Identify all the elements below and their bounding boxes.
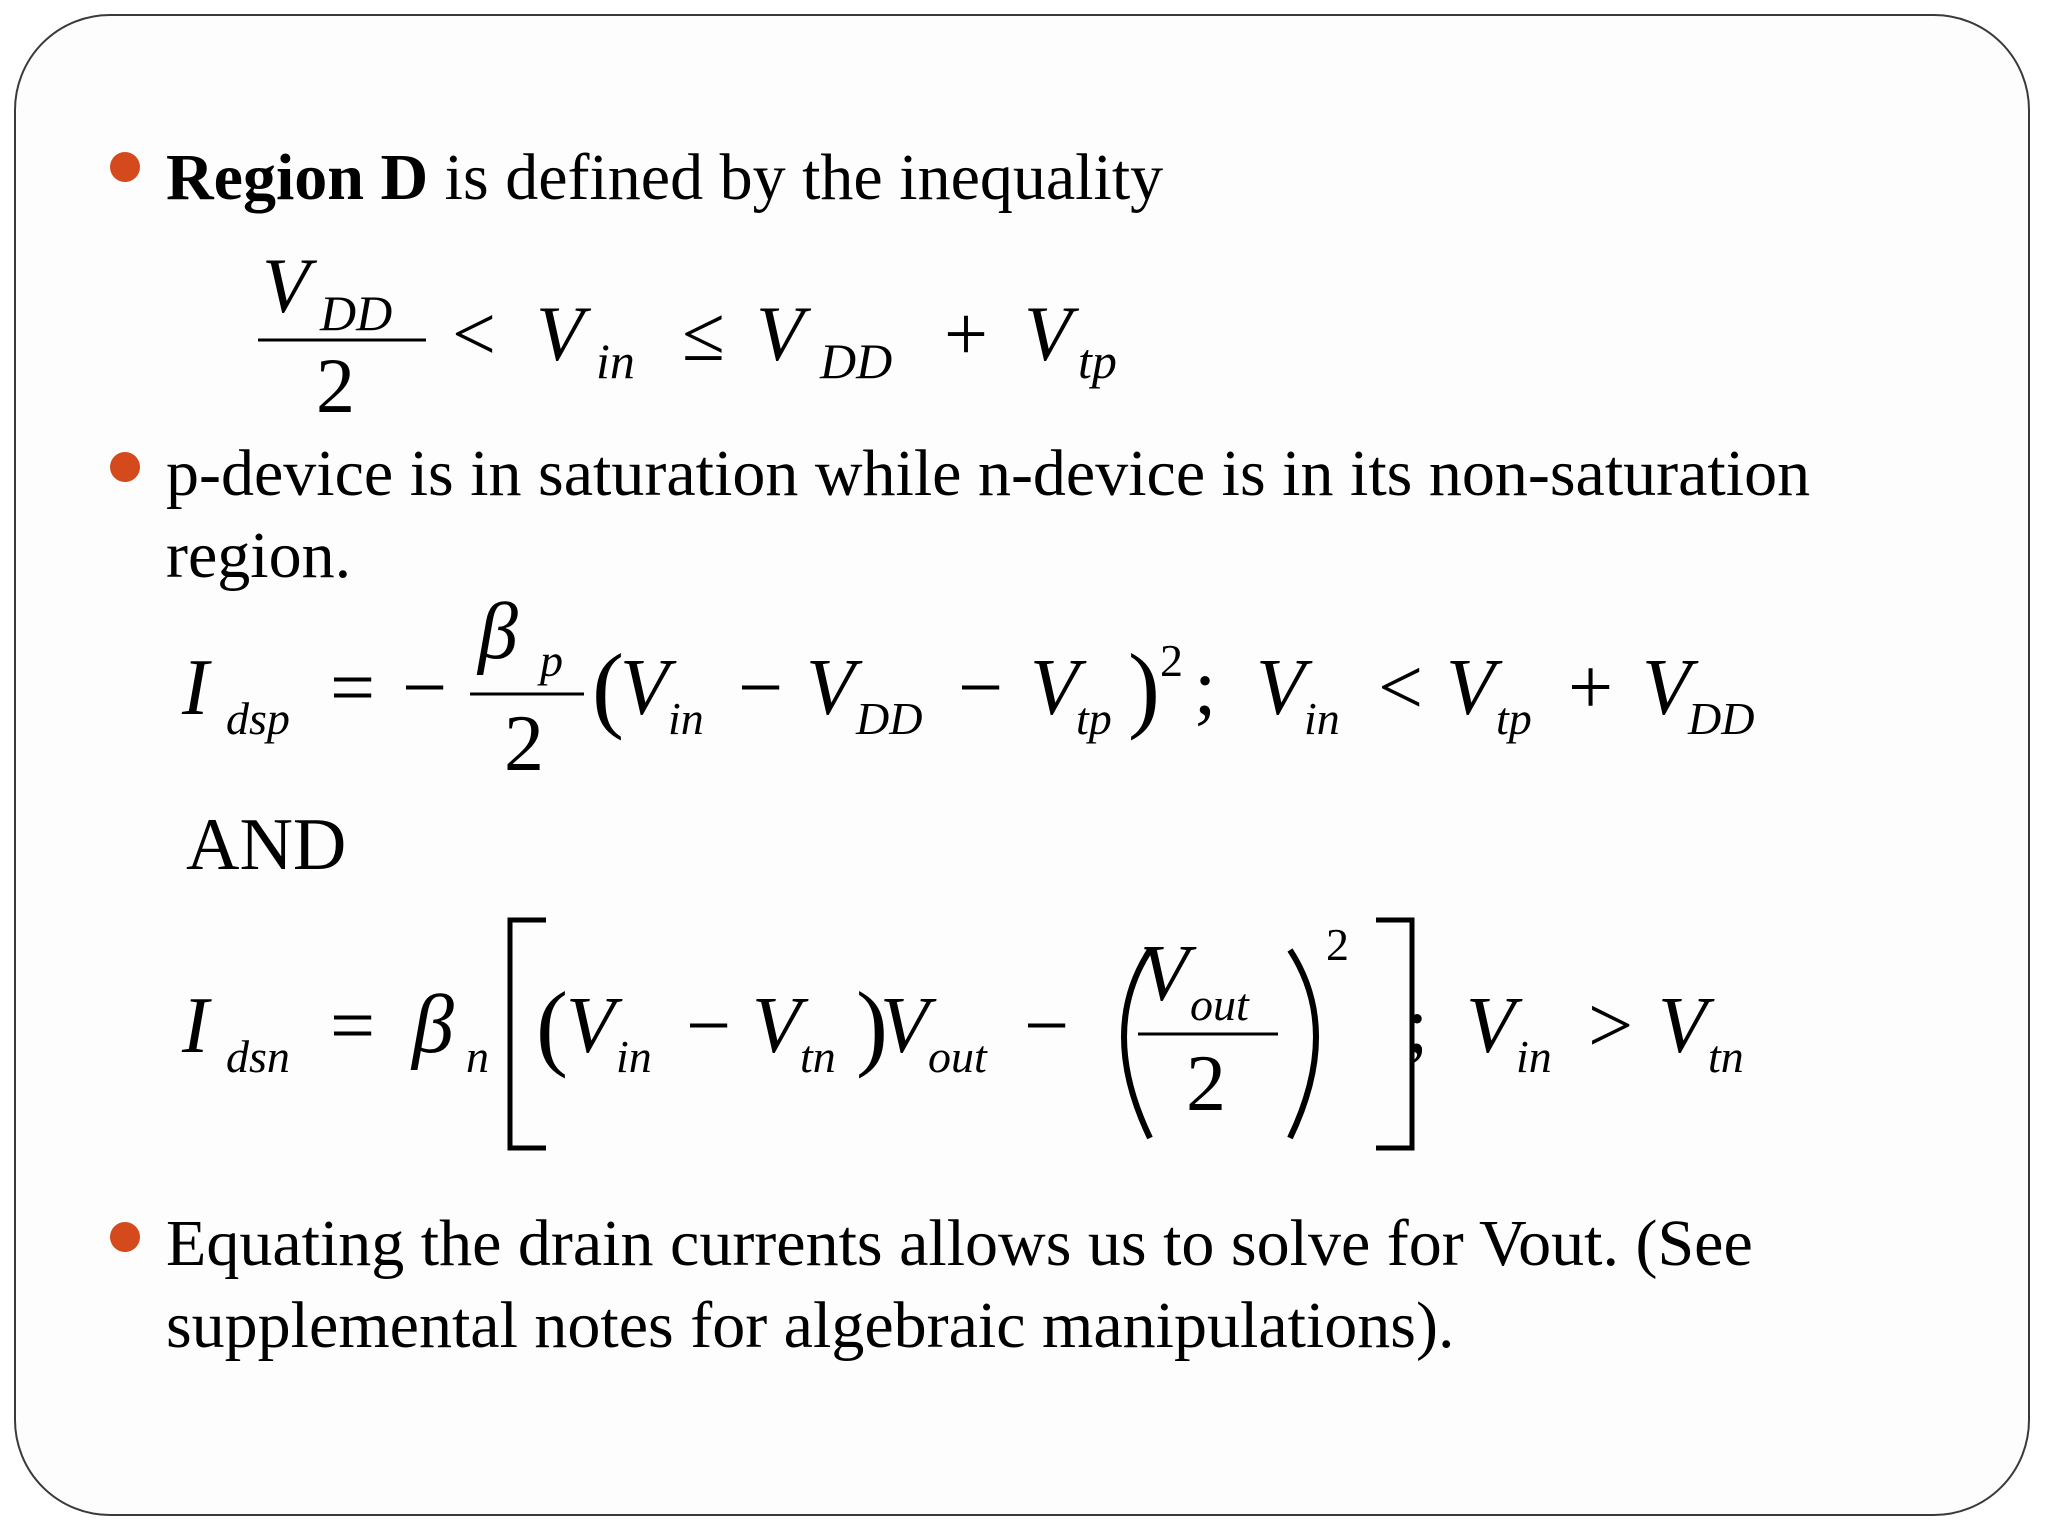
eq2-beta: β bbox=[478, 588, 518, 676]
eq2-c-v2: V bbox=[1446, 644, 1495, 732]
eq1-vin: V bbox=[536, 290, 584, 377]
eq3-i: I bbox=[182, 982, 209, 1070]
eq3-beta: β bbox=[412, 978, 454, 1071]
eq3-v2-sub: tn bbox=[800, 1031, 836, 1082]
region-d-label: Region D bbox=[166, 141, 429, 214]
eq1-vtp: V bbox=[1024, 290, 1072, 377]
eq3-inner-close-paren bbox=[1290, 950, 1316, 1138]
eq1-lt: < bbox=[452, 290, 496, 377]
eq2-sq: 2 bbox=[1160, 635, 1183, 686]
eq3-m2: − bbox=[1024, 982, 1070, 1070]
eq1-le: ≤ bbox=[682, 290, 725, 377]
eq2-c-lt: < bbox=[1378, 644, 1424, 732]
eq2-v3-sub: tp bbox=[1076, 693, 1112, 744]
region-d-text: is defined by the inequality bbox=[428, 141, 1164, 214]
eq2-m1: − bbox=[738, 644, 784, 732]
eq3-v3-sub: out bbox=[928, 1031, 987, 1082]
eq2-v2: V bbox=[806, 644, 855, 732]
and-label: AND bbox=[186, 804, 347, 886]
eq2-beta-sub: p bbox=[540, 635, 563, 686]
eq3-c-v1-sub: in bbox=[1516, 1031, 1552, 1082]
eq2-c-v1-sub: in bbox=[1304, 693, 1340, 744]
bullet-equating-line2: supplemental notes for algebraic manipulations). bbox=[166, 1289, 1455, 1362]
eq3-m1: − bbox=[686, 982, 732, 1070]
eq3-open: ( bbox=[536, 972, 568, 1079]
eq3-sq: 2 bbox=[1326, 919, 1349, 970]
eq2-c-v3: V bbox=[1642, 644, 1691, 732]
eq2-semi: ; bbox=[1194, 644, 1217, 732]
eq1-den: 2 bbox=[316, 342, 355, 429]
bullet-equating-line1: Equating the drain currents allows us to solve for Vout. (See bbox=[166, 1207, 1753, 1280]
bullet-dot bbox=[110, 1222, 140, 1252]
eq1-num-v: V bbox=[262, 242, 310, 329]
eq3-beta-sub: n bbox=[466, 1031, 489, 1082]
eq3-frac-num-sub: out bbox=[1190, 979, 1249, 1030]
eq2-v2-sub: DD bbox=[856, 693, 923, 744]
eq3-v1-sub: in bbox=[616, 1031, 652, 1082]
eq2-v1: V bbox=[620, 644, 669, 732]
eq2-i: I bbox=[182, 644, 209, 732]
eq1-vin-sub: in bbox=[596, 333, 635, 389]
eq2-v1-sub: in bbox=[668, 693, 704, 744]
eq2-open: ( bbox=[592, 634, 624, 741]
eq3-v2: V bbox=[752, 982, 801, 1070]
eq3-v1: V bbox=[566, 982, 615, 1070]
eq1-num-sub: DD bbox=[320, 285, 393, 341]
eq3-c-v1: V bbox=[1466, 982, 1515, 1070]
eq1-plus: + bbox=[944, 290, 988, 377]
bullet-p-device-line1: p-device is in saturation while n-device is in its non-saturation bbox=[166, 437, 1811, 510]
eq2-c-plus: + bbox=[1568, 644, 1614, 732]
eq3-close: ) bbox=[856, 972, 888, 1079]
eq1-vtp-sub: tp bbox=[1078, 333, 1117, 389]
eq3-eq: = bbox=[330, 982, 376, 1070]
eq3-semi: ; bbox=[1406, 982, 1429, 1070]
eq3-i-sub: dsn bbox=[226, 1031, 290, 1082]
eq2-eq: = bbox=[330, 644, 376, 732]
eq2-c-v2-sub: tp bbox=[1496, 693, 1532, 744]
eq1-vdd: V bbox=[756, 290, 804, 377]
eq1-vdd-sub: DD bbox=[820, 333, 893, 389]
eq3-v3: V bbox=[880, 982, 929, 1070]
eq2-c-v3-sub: DD bbox=[1688, 693, 1755, 744]
bullet-p-device-line2: region. bbox=[166, 519, 352, 592]
eq2-minus: − bbox=[402, 644, 448, 732]
eq2-m2: − bbox=[958, 644, 1004, 732]
eq2-close: ) bbox=[1128, 634, 1160, 741]
eq2-den: 2 bbox=[504, 700, 544, 788]
eq3-c-gt: > bbox=[1588, 982, 1634, 1070]
eq3-c-v2: V bbox=[1658, 982, 1707, 1070]
eq2-v3: V bbox=[1030, 644, 1079, 732]
eq2-c-v1: V bbox=[1256, 644, 1305, 732]
eq3-frac-den: 2 bbox=[1186, 1040, 1226, 1128]
eq3-c-v2-sub: tn bbox=[1708, 1031, 1744, 1082]
eq3-frac-num: V bbox=[1140, 930, 1189, 1018]
eq2-i-sub: dsp bbox=[226, 693, 290, 744]
